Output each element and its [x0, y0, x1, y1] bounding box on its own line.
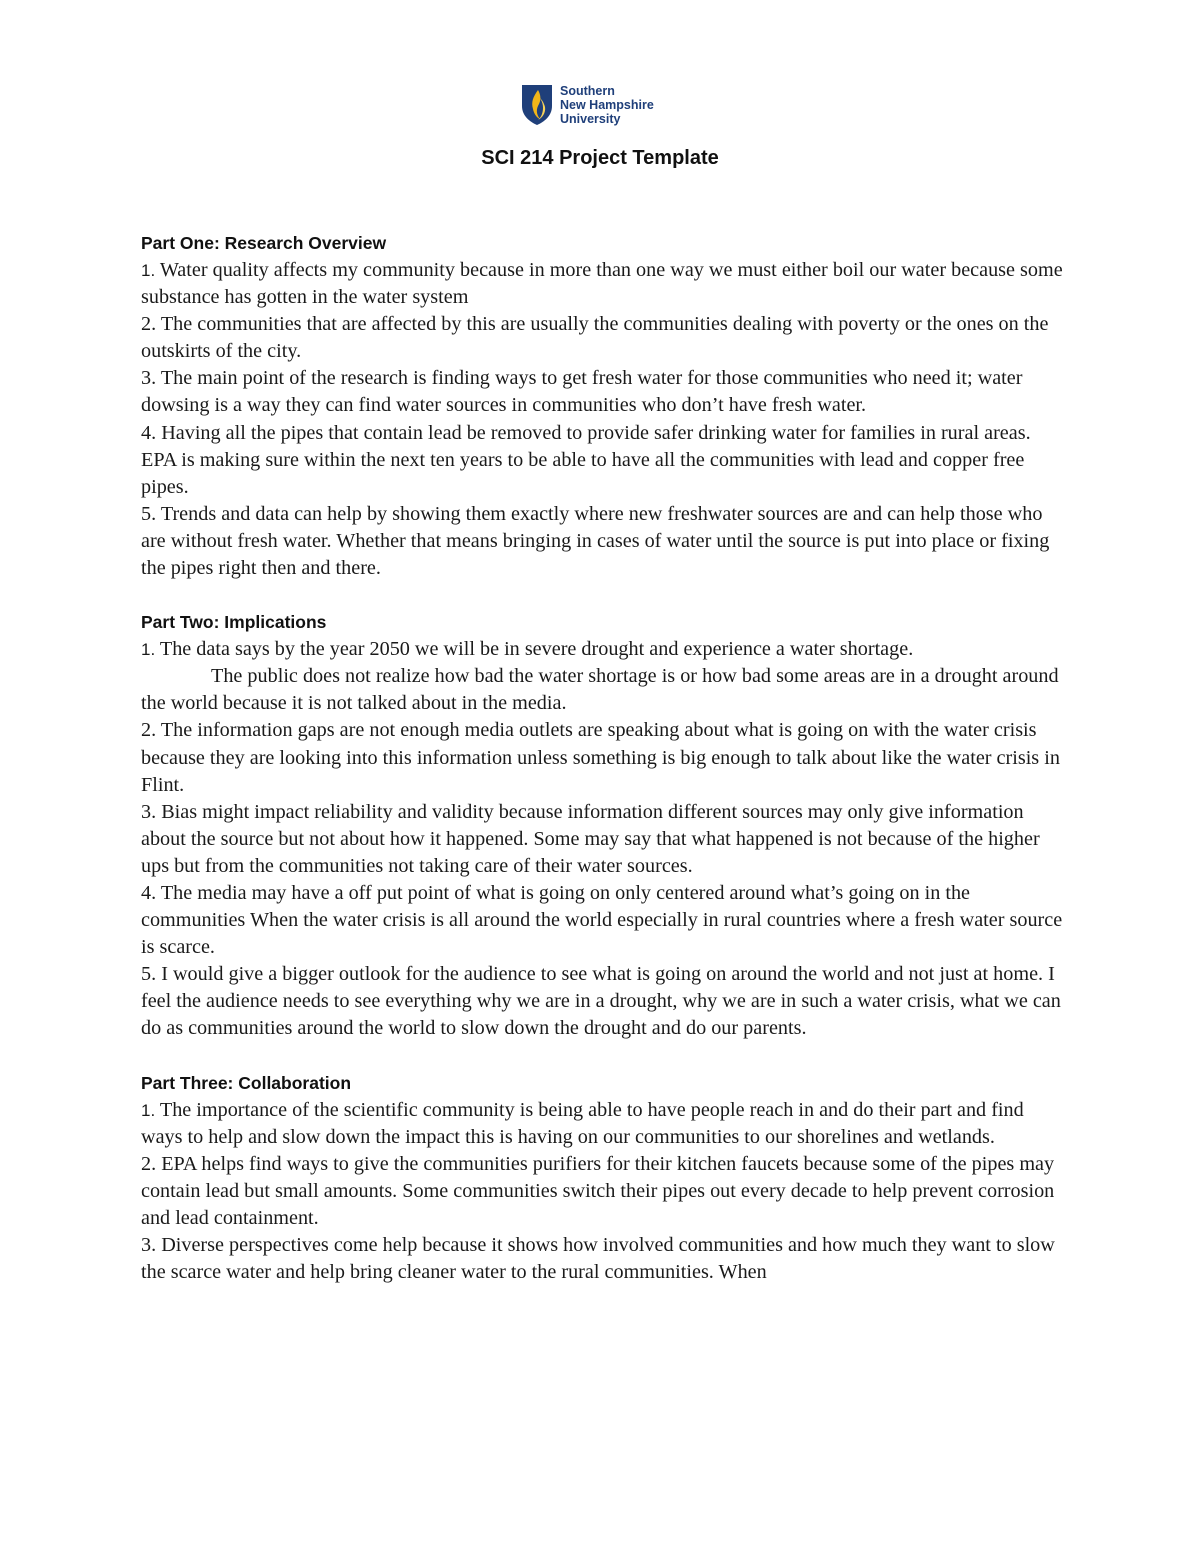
item-text: 3. Bias might impact reliability and validity because information different sources may only give information about the source but not about how it happened. Some may say that what happened is not because of the higher ups but from the communities not taking care of their water sources. [141, 800, 1040, 877]
logo-line-1: Southern [560, 84, 615, 98]
item-text: The importance of the scientific community is being able to have people reach in and do their part and find ways to help and slow down the impact this is having on our communities to our shorelines and wetlands. [141, 1098, 1024, 1148]
section-heading: Part Two: Implications [141, 612, 327, 633]
section-heading: Part Three: Collaboration [141, 1072, 352, 1093]
list-item [141, 365, 1066, 419]
item-text: 4. Having all the pipes that contain lead be removed to provide safer drinking water for families in rural areas. EPA is making sure within the next ten years to be able to have all the communities with lead and copper free pipes. [141, 421, 1031, 498]
list-item [141, 257, 1066, 311]
item-text: 5. Trends and data can help by showing them exactly where new freshwater sources are and can help those who are without fresh water. Whether that means bringing in cases of water until the source is put into place or fixing the pipes right then and there. [141, 502, 1050, 580]
section-part-three [141, 1070, 1066, 1287]
document-body [141, 230, 1066, 1286]
item-text: 2. The information gaps are not enough media outlets are speaking about what is going on with the water crisis because they are looking into this information unless something is big enough to talk about like the water crisis in Flint. [141, 719, 1060, 796]
section-spacer [141, 582, 1066, 609]
list-item [141, 880, 1066, 961]
item-text: The public does not realize how bad the water shortage is or how bad some areas are in a drought around the world because it is not talked about in the media. [141, 665, 1059, 715]
section-part-two [141, 609, 1066, 1042]
list-item [141, 420, 1066, 501]
list-item [141, 501, 1066, 582]
item-text: 2. EPA helps find ways to give the communities purifiers for their kitchen faucets because some of the pipes may contain lead but small amounts. Some communities switch their pipes out every decade to help prevent corrosion and lead containment. [141, 1152, 1055, 1229]
item-number: 1. [141, 261, 156, 280]
item-text: 5. I would give a bigger outlook for the audience to see what is going on around the world and not just at home. I feel the audience needs to see everything why we are in a drought, why we are in such a water crisis, what we can do as communities around the world to slow down the drought and do our parents. [141, 963, 1061, 1040]
item-text: 3. The main point of the research is finding ways to get fresh water for those communities who need it; water dowsing is a way they can find water sources in communities who don’t have fresh water. [141, 367, 1023, 417]
list-item [141, 1097, 1066, 1151]
item-text: The data says by the year 2050 we will be in severe drought and experience a water shortage. [155, 638, 914, 661]
list-item [141, 311, 1066, 365]
section-spacer [141, 1043, 1066, 1070]
list-item [141, 717, 1066, 798]
item-text: 3. Diverse perspectives come help because it shows how involved communities and how much they want to slow the scarce water and help bring cleaner water to the rural communities. When [141, 1234, 1055, 1284]
item-text: 2. The communities that are affected by this are usually the communities dealing with poverty or the ones on the outskirts of the city. [141, 313, 1049, 363]
list-item [141, 636, 1066, 663]
logo-wordmark [560, 84, 654, 126]
section-heading: Part One: Research Overview [141, 233, 387, 253]
list-item [141, 961, 1066, 1042]
list-item-continuation [141, 663, 1066, 717]
shield-flame-icon [521, 84, 553, 126]
item-number: 1. [141, 640, 156, 660]
item-text: 4. The media may have a off put point of what is going on only centered around what’s going on in the communities When the water crisis is all around the world especially in rural countries where a fresh water source is scarce. [141, 881, 1063, 959]
logo-line-3: University [560, 112, 621, 126]
list-item [141, 1151, 1066, 1232]
list-item [141, 1232, 1066, 1286]
item-text: Water quality affects my community because in more than one way we must either boil our water because some substance has gotten in the water system [141, 259, 1063, 309]
item-number: 1. [141, 1100, 156, 1120]
university-logo [521, 84, 654, 126]
logo-line-2: New Hampshire [560, 98, 654, 112]
list-item [141, 799, 1066, 880]
document-title: SCI 214 Project Template [481, 147, 719, 169]
section-part-one [141, 230, 1066, 582]
